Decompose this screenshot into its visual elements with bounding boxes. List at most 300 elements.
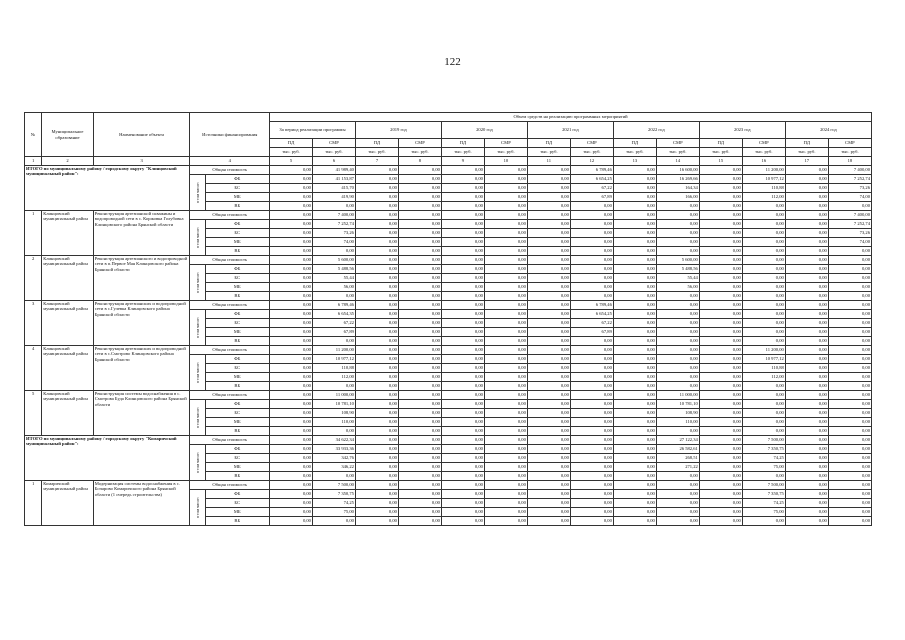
value-cell: 110,88 <box>742 184 785 193</box>
value-cell: 0,00 <box>398 211 441 220</box>
table-row <box>25 436 872 445</box>
header-colnum: 1 <box>25 157 42 166</box>
value-cell: 0,00 <box>785 265 828 274</box>
value-cell: 0,00 <box>484 472 527 481</box>
object-no: 4 <box>25 346 42 391</box>
value-cell: 0,00 <box>484 346 527 355</box>
header-unit: тыс. руб. <box>312 148 355 157</box>
source-label: ФБ <box>205 400 269 409</box>
value-cell: 0,00 <box>270 211 313 220</box>
header-unit: тыс. руб. <box>484 148 527 157</box>
value-cell: 0,00 <box>441 373 484 382</box>
value-cell: 0,00 <box>355 337 398 346</box>
value-cell: 0,00 <box>699 193 742 202</box>
value-cell: 0,00 <box>441 202 484 211</box>
value-cell: 0,00 <box>570 247 613 256</box>
value-cell: 0,00 <box>656 211 699 220</box>
page-number: 122 <box>444 56 461 68</box>
value-cell: 0,00 <box>742 517 785 526</box>
value-cell: 0,00 <box>270 337 313 346</box>
value-cell: 0,00 <box>742 337 785 346</box>
value-cell: 0,00 <box>527 175 570 184</box>
value-cell: 0,00 <box>699 472 742 481</box>
header-colnum: 12 <box>570 157 613 166</box>
value-cell: 0,00 <box>570 220 613 229</box>
value-cell: 0,00 <box>570 490 613 499</box>
value-cell: 7 500,00 <box>742 481 785 490</box>
value-cell: 0,00 <box>699 463 742 472</box>
value-cell: 0,00 <box>570 508 613 517</box>
value-cell: 0,00 <box>828 382 871 391</box>
value-cell: 0,00 <box>355 175 398 184</box>
value-cell: 75,00 <box>742 508 785 517</box>
value-cell: 0,00 <box>785 409 828 418</box>
source-label: МБ <box>205 508 269 517</box>
value-cell: 0,00 <box>656 310 699 319</box>
value-cell: 11 200,00 <box>312 346 355 355</box>
value-cell: 0,00 <box>270 499 313 508</box>
value-cell: 0,00 <box>742 229 785 238</box>
value-cell: 0,00 <box>527 436 570 445</box>
value-cell: 0,00 <box>527 481 570 490</box>
value-cell: 0,00 <box>527 202 570 211</box>
value-cell: 0,00 <box>398 175 441 184</box>
value-cell: 0,00 <box>570 400 613 409</box>
value-cell: 0,00 <box>398 517 441 526</box>
value-cell: 110,88 <box>312 364 355 373</box>
header-unit: тыс. руб. <box>656 148 699 157</box>
value-cell: 0,00 <box>699 499 742 508</box>
value-cell: 0,00 <box>270 265 313 274</box>
value-cell: 0,00 <box>828 346 871 355</box>
value-cell: 0,00 <box>699 292 742 301</box>
table-row <box>25 481 872 490</box>
value-cell: 0,00 <box>484 193 527 202</box>
value-cell: 0,00 <box>613 274 656 283</box>
value-cell: 166,00 <box>656 193 699 202</box>
header-year: 2021 год <box>527 122 613 139</box>
value-cell: 0,00 <box>355 346 398 355</box>
header-colnum: 8 <box>398 157 441 166</box>
value-cell: 0,00 <box>699 175 742 184</box>
value-cell: 0,00 <box>570 373 613 382</box>
header-colnum: 11 <box>527 157 570 166</box>
value-cell: 0,00 <box>828 508 871 517</box>
value-cell: 6 789,46 <box>570 166 613 175</box>
value-cell: 0,00 <box>570 418 613 427</box>
value-cell: 16 600,00 <box>656 166 699 175</box>
total-cost-label: Общая стоимость <box>190 166 270 175</box>
value-cell: 0,00 <box>613 175 656 184</box>
header-colnum: 14 <box>656 157 699 166</box>
value-cell: 0,00 <box>656 292 699 301</box>
value-cell: 26 582,61 <box>656 445 699 454</box>
value-cell: 33 933,36 <box>312 445 355 454</box>
value-cell: 110,00 <box>312 418 355 427</box>
header-period: За период реализации программы <box>270 122 356 139</box>
value-cell: 67,22 <box>570 319 613 328</box>
value-cell: 0,00 <box>355 454 398 463</box>
value-cell: 0,00 <box>742 427 785 436</box>
header-unit: тыс. руб. <box>570 148 613 157</box>
value-cell: 0,00 <box>656 247 699 256</box>
source-label: БС <box>205 454 269 463</box>
value-cell: 0,00 <box>656 328 699 337</box>
value-cell: 0,00 <box>484 364 527 373</box>
value-cell: 0,00 <box>355 256 398 265</box>
value-cell: 0,00 <box>484 481 527 490</box>
header-colnum: 9 <box>441 157 484 166</box>
value-cell: 0,00 <box>527 355 570 364</box>
value-cell: 0,00 <box>484 274 527 283</box>
value-cell: 0,00 <box>570 382 613 391</box>
header-colnum: 13 <box>613 157 656 166</box>
value-cell: 67,22 <box>312 319 355 328</box>
value-cell: 0,00 <box>270 445 313 454</box>
value-cell: 0,00 <box>441 247 484 256</box>
header-row-1 <box>25 113 872 122</box>
header-year: 2023 год <box>699 122 785 139</box>
value-cell: 0,00 <box>613 490 656 499</box>
value-cell: 0,00 <box>355 274 398 283</box>
value-cell: 0,00 <box>828 355 871 364</box>
object-municipality: Клинцовский муниципальный район <box>42 256 94 301</box>
value-cell: 0,00 <box>270 517 313 526</box>
value-cell: 67,89 <box>570 193 613 202</box>
value-cell: 0,00 <box>828 283 871 292</box>
value-cell: 73,26 <box>828 229 871 238</box>
object-municipality: Комаричский муниципальный район <box>42 481 94 526</box>
value-cell: 0,00 <box>484 382 527 391</box>
value-cell: 0,00 <box>398 508 441 517</box>
header-colnum: 18 <box>828 157 871 166</box>
value-cell: 0,00 <box>355 373 398 382</box>
value-cell: 0,00 <box>828 202 871 211</box>
value-cell: 0,00 <box>355 517 398 526</box>
value-cell: 0,00 <box>355 193 398 202</box>
value-cell: 0,00 <box>613 400 656 409</box>
value-cell: 0,00 <box>699 400 742 409</box>
header-colnum: 15 <box>699 157 742 166</box>
source-label: ФБ <box>205 490 269 499</box>
value-cell: 0,00 <box>613 337 656 346</box>
value-cell: 0,00 <box>355 301 398 310</box>
program-table <box>24 112 872 526</box>
value-cell: 0,00 <box>785 211 828 220</box>
value-cell: 0,00 <box>699 373 742 382</box>
header-colnums-row <box>25 157 872 166</box>
value-cell: 0,00 <box>699 310 742 319</box>
value-cell: 0,00 <box>828 400 871 409</box>
value-cell: 0,00 <box>785 310 828 319</box>
header-unit: тыс. руб. <box>785 148 828 157</box>
value-cell: 0,00 <box>484 256 527 265</box>
value-cell: 0,00 <box>270 427 313 436</box>
incl-label: в том числе: <box>190 355 205 391</box>
value-cell: 0,00 <box>355 202 398 211</box>
value-cell: 0,00 <box>570 517 613 526</box>
value-cell: 0,00 <box>656 373 699 382</box>
object-name: Реконструкция системы водоснабжения в с. Смотрова Буда Клинцовского района Брянской области <box>93 391 190 436</box>
source-label: ВБ <box>205 382 269 391</box>
value-cell: 0,00 <box>613 247 656 256</box>
source-label: ВБ <box>205 517 269 526</box>
source-label: ВБ <box>205 427 269 436</box>
value-cell: 0,00 <box>398 283 441 292</box>
incl-label: в том числе: <box>190 400 205 436</box>
source-label: ФБ <box>205 310 269 319</box>
value-cell: 0,00 <box>699 355 742 364</box>
value-cell: 10 977,12 <box>742 175 785 184</box>
value-cell: 0,00 <box>484 319 527 328</box>
value-cell: 0,00 <box>355 247 398 256</box>
value-cell: 0,00 <box>656 472 699 481</box>
header-colnum: 10 <box>484 157 527 166</box>
header-colnum: 7 <box>355 157 398 166</box>
header-smr: СМР <box>484 139 527 148</box>
source-label: ВБ <box>205 472 269 481</box>
value-cell: 0,00 <box>484 337 527 346</box>
value-cell: 0,00 <box>785 355 828 364</box>
value-cell: 0,00 <box>785 319 828 328</box>
source-label: ФБ <box>205 265 269 274</box>
value-cell: 7 400,00 <box>828 166 871 175</box>
source-label: МБ <box>205 193 269 202</box>
source-label: МБ <box>205 373 269 382</box>
value-cell: 0,00 <box>398 481 441 490</box>
source-label: БС <box>205 319 269 328</box>
value-cell: 0,00 <box>828 319 871 328</box>
value-cell: 0,00 <box>699 166 742 175</box>
value-cell: 0,00 <box>355 418 398 427</box>
value-cell: 0,00 <box>785 274 828 283</box>
value-cell: 0,00 <box>828 409 871 418</box>
value-cell: 0,00 <box>742 292 785 301</box>
value-cell: 0,00 <box>785 184 828 193</box>
value-cell: 74,25 <box>742 499 785 508</box>
value-cell: 0,00 <box>441 337 484 346</box>
value-cell: 10 781,10 <box>656 400 699 409</box>
value-cell: 0,00 <box>398 355 441 364</box>
value-cell: 0,00 <box>270 274 313 283</box>
value-cell: 10 977,12 <box>742 355 785 364</box>
value-cell: 0,00 <box>441 490 484 499</box>
value-cell: 11 000,00 <box>656 391 699 400</box>
itogo-title: ИТОГО по муниципальному району / городскому округу "Комаричский муниципальный район": <box>25 436 190 481</box>
value-cell: 0,00 <box>570 445 613 454</box>
value-cell: 0,00 <box>441 238 484 247</box>
value-cell: 11 000,00 <box>312 391 355 400</box>
value-cell: 0,00 <box>699 265 742 274</box>
value-cell: 0,00 <box>656 427 699 436</box>
value-cell: 0,00 <box>699 247 742 256</box>
total-cost-label: Общая стоимость <box>190 301 270 310</box>
total-cost-label: Общая стоимость <box>190 391 270 400</box>
value-cell: 0,00 <box>828 391 871 400</box>
value-cell: 0,00 <box>656 220 699 229</box>
source-label: МБ <box>205 418 269 427</box>
value-cell: 0,00 <box>355 292 398 301</box>
value-cell: 55,44 <box>312 274 355 283</box>
object-no: 1 <box>25 481 42 526</box>
value-cell: 67,89 <box>570 328 613 337</box>
value-cell: 0,00 <box>355 445 398 454</box>
value-cell: 0,00 <box>828 373 871 382</box>
value-cell: 56,00 <box>312 283 355 292</box>
source-label: БС <box>205 184 269 193</box>
value-cell: 0,00 <box>270 256 313 265</box>
value-cell: 0,00 <box>355 490 398 499</box>
value-cell: 0,00 <box>441 319 484 328</box>
value-cell: 0,00 <box>312 337 355 346</box>
value-cell: 0,00 <box>613 310 656 319</box>
value-cell: 0,00 <box>355 481 398 490</box>
value-cell: 0,00 <box>570 274 613 283</box>
value-cell: 7 252,74 <box>828 175 871 184</box>
value-cell: 0,00 <box>613 202 656 211</box>
value-cell: 0,00 <box>484 499 527 508</box>
value-cell: 0,00 <box>785 445 828 454</box>
value-cell: 0,00 <box>355 310 398 319</box>
value-cell: 0,00 <box>785 256 828 265</box>
value-cell: 0,00 <box>613 346 656 355</box>
header-year: 2024 год <box>785 122 871 139</box>
value-cell: 0,00 <box>270 247 313 256</box>
value-cell: 0,00 <box>785 400 828 409</box>
object-no: 2 <box>25 256 42 301</box>
total-cost-label: Общая стоимость <box>190 436 270 445</box>
value-cell: 0,00 <box>699 409 742 418</box>
value-cell: 0,00 <box>441 220 484 229</box>
value-cell: 0,00 <box>484 166 527 175</box>
value-cell: 0,00 <box>527 265 570 274</box>
value-cell: 0,00 <box>312 292 355 301</box>
value-cell: 0,00 <box>828 256 871 265</box>
value-cell: 0,00 <box>656 481 699 490</box>
value-cell: 0,00 <box>527 283 570 292</box>
value-cell: 55,44 <box>656 274 699 283</box>
value-cell: 0,00 <box>613 220 656 229</box>
value-cell: 7 252,74 <box>312 220 355 229</box>
value-cell: 0,00 <box>613 193 656 202</box>
value-cell: 0,00 <box>441 256 484 265</box>
value-cell: 0,00 <box>355 211 398 220</box>
value-cell: 0,00 <box>355 391 398 400</box>
value-cell: 0,00 <box>484 265 527 274</box>
value-cell: 0,00 <box>828 292 871 301</box>
header-unit: тыс. руб. <box>398 148 441 157</box>
header-colnum: 6 <box>312 157 355 166</box>
total-cost-label: Общая стоимость <box>190 346 270 355</box>
value-cell: 0,00 <box>785 517 828 526</box>
value-cell: 0,00 <box>398 247 441 256</box>
value-cell: 0,00 <box>613 265 656 274</box>
value-cell: 0,00 <box>355 355 398 364</box>
value-cell: 0,00 <box>355 472 398 481</box>
value-cell: 0,00 <box>527 445 570 454</box>
value-cell: 0,00 <box>441 292 484 301</box>
value-cell: 0,00 <box>570 472 613 481</box>
value-cell: 0,00 <box>785 391 828 400</box>
value-cell: 0,00 <box>613 463 656 472</box>
value-cell: 0,00 <box>527 499 570 508</box>
value-cell: 0,00 <box>398 436 441 445</box>
value-cell: 0,00 <box>398 301 441 310</box>
value-cell: 0,00 <box>270 463 313 472</box>
header-unit: тыс. руб. <box>527 148 570 157</box>
value-cell: 0,00 <box>441 310 484 319</box>
value-cell: 0,00 <box>613 364 656 373</box>
value-cell: 6 654,25 <box>570 310 613 319</box>
source-label: ВБ <box>205 337 269 346</box>
header-unit: тыс. руб. <box>270 148 313 157</box>
value-cell: 0,00 <box>785 193 828 202</box>
value-cell: 0,00 <box>527 517 570 526</box>
value-cell: 0,00 <box>270 373 313 382</box>
header-unit: тыс. руб. <box>828 148 871 157</box>
value-cell: 0,00 <box>785 292 828 301</box>
value-cell: 0,00 <box>785 373 828 382</box>
value-cell: 0,00 <box>270 220 313 229</box>
value-cell: 0,00 <box>398 202 441 211</box>
source-label: МБ <box>205 328 269 337</box>
value-cell: 0,00 <box>484 454 527 463</box>
value-cell: 0,00 <box>270 229 313 238</box>
header-unit: тыс. руб. <box>613 148 656 157</box>
value-cell: 0,00 <box>484 175 527 184</box>
value-cell: 0,00 <box>398 229 441 238</box>
value-cell: 0,00 <box>527 256 570 265</box>
value-cell: 0,00 <box>441 175 484 184</box>
total-cost-label: Общая стоимость <box>190 481 270 490</box>
value-cell: 0,00 <box>613 184 656 193</box>
header-smr: СМР <box>570 139 613 148</box>
value-cell: 0,00 <box>312 472 355 481</box>
value-cell: 0,00 <box>570 265 613 274</box>
value-cell: 0,00 <box>527 211 570 220</box>
value-cell: 0,00 <box>656 202 699 211</box>
value-cell: 0,00 <box>441 328 484 337</box>
header-colnum: 3 <box>93 157 190 166</box>
header-no: № <box>25 113 42 157</box>
value-cell: 0,00 <box>828 481 871 490</box>
value-cell: 41 153,87 <box>312 175 355 184</box>
value-cell: 0,00 <box>398 499 441 508</box>
value-cell: 0,00 <box>484 238 527 247</box>
value-cell: 0,00 <box>656 490 699 499</box>
value-cell: 0,00 <box>699 238 742 247</box>
value-cell: 0,00 <box>355 238 398 247</box>
value-cell: 0,00 <box>656 517 699 526</box>
value-cell: 0,00 <box>527 184 570 193</box>
value-cell: 419,90 <box>312 193 355 202</box>
value-cell: 0,00 <box>398 328 441 337</box>
value-cell: 0,00 <box>785 454 828 463</box>
value-cell: 0,00 <box>441 400 484 409</box>
value-cell: 0,00 <box>270 454 313 463</box>
value-cell: 6 789,46 <box>570 301 613 310</box>
table-row <box>25 166 872 175</box>
value-cell: 0,00 <box>570 391 613 400</box>
source-label: МБ <box>205 238 269 247</box>
value-cell: 7 400,00 <box>312 211 355 220</box>
value-cell: 0,00 <box>785 202 828 211</box>
total-cost-label: Общая стоимость <box>190 211 270 220</box>
value-cell: 0,00 <box>613 238 656 247</box>
value-cell: 0,00 <box>742 265 785 274</box>
value-cell: 0,00 <box>742 247 785 256</box>
value-cell: 0,00 <box>527 229 570 238</box>
